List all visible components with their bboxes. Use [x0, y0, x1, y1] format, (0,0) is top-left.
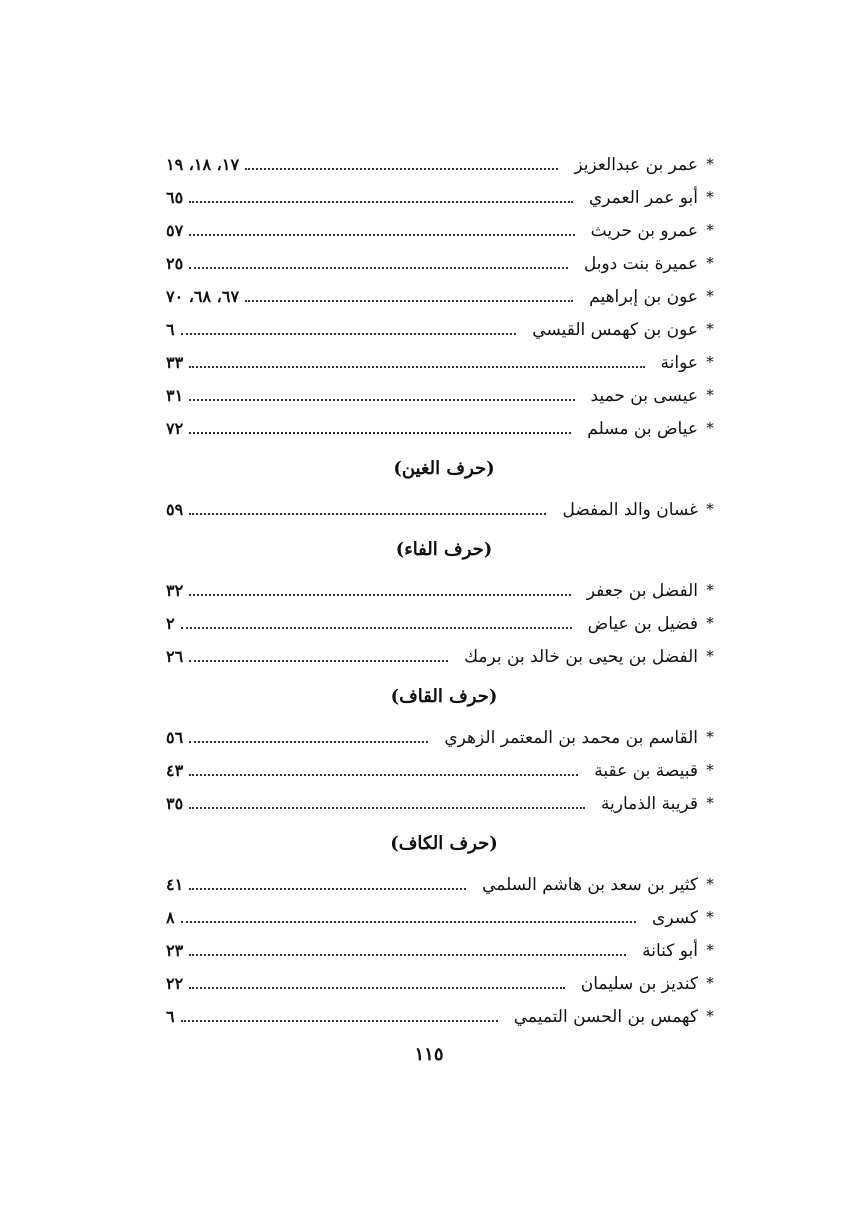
asterisk-bullet-icon: * [706, 287, 714, 305]
entry-pages: ٤٣ [166, 761, 184, 780]
entry-pages: ٥٦ [166, 728, 184, 747]
index-entry [166, 280, 722, 313]
asterisk-bullet-icon: * [706, 155, 714, 173]
asterisk-bullet-icon: * [706, 728, 714, 746]
entry-name: كنديز بن سليمان [580, 973, 698, 994]
index-entry [166, 721, 722, 754]
dot-leader [189, 773, 578, 776]
entry-name: الفضل بن جعفر [586, 580, 698, 601]
dot-leader [189, 512, 546, 515]
dot-leader [189, 200, 573, 203]
entry-name: عوانة [660, 352, 698, 373]
index-entry [166, 574, 722, 607]
dot-leader [181, 920, 636, 923]
entry-pages: ٨ [166, 908, 175, 927]
asterisk-bullet-icon: * [706, 908, 714, 926]
dot-leader [189, 593, 571, 596]
index-entry [166, 148, 722, 181]
asterisk-bullet-icon: * [706, 875, 714, 893]
index-entry [166, 787, 722, 820]
index-entry [166, 934, 722, 967]
entry-name: كهمس بن الحسن التميمي [513, 1006, 698, 1027]
asterisk-bullet-icon: * [706, 794, 714, 812]
dot-leader [181, 1019, 498, 1022]
entry-pages: ٣٢ [166, 581, 184, 600]
dot-leader [189, 398, 574, 401]
entry-name: قبيصة بن عقبة [594, 760, 698, 781]
index-entry [166, 868, 722, 901]
entry-pages: ٢٢ [166, 974, 184, 993]
asterisk-bullet-icon: * [706, 500, 714, 518]
asterisk-bullet-icon: * [706, 254, 714, 272]
entry-pages: ٥٧ [166, 221, 184, 240]
entry-pages: ٦ [166, 1007, 175, 1026]
entry-name: كسرى [652, 907, 698, 928]
index-entry [166, 967, 722, 1000]
dot-leader [189, 266, 568, 269]
asterisk-bullet-icon: * [706, 647, 714, 665]
entry-name: فضيل بن عياض [587, 613, 698, 634]
entry-pages: ٦٥ [166, 188, 184, 207]
entry-pages: ٤١ [166, 875, 184, 894]
index-entry [166, 754, 722, 787]
entry-pages: ٦٧، ٦٨، ٧٠ [166, 287, 240, 306]
asterisk-bullet-icon: * [706, 581, 714, 599]
dot-leader [189, 806, 585, 809]
asterisk-bullet-icon: * [706, 1007, 714, 1025]
entry-pages: ٥٩ [166, 500, 184, 519]
index-entry [166, 346, 722, 379]
asterisk-bullet-icon: * [706, 614, 714, 632]
asterisk-bullet-icon: * [706, 188, 714, 206]
asterisk-bullet-icon: * [706, 761, 714, 779]
page-number: ١١٥ [414, 1044, 444, 1065]
entry-name: عياض بن مسلم [587, 418, 698, 439]
index-entry [166, 247, 722, 280]
asterisk-bullet-icon: * [706, 353, 714, 371]
asterisk-bullet-icon: * [706, 386, 714, 404]
entry-pages: ٢ [166, 614, 175, 633]
dot-leader [189, 887, 466, 890]
index-entry [166, 640, 722, 673]
entry-pages: ٣١ [166, 386, 184, 405]
section-heading: (حرف الغين) [393, 458, 495, 479]
entry-name: كثير بن سعد بن هاشم السلمي [482, 874, 698, 895]
asterisk-bullet-icon: * [706, 320, 714, 338]
entry-name: عون بن إبراهيم [589, 286, 698, 307]
dot-leader [189, 233, 574, 236]
entry-name: عميرة بنت دوبل [583, 253, 698, 274]
index-entry [166, 493, 722, 526]
entry-name: عمرو بن حريث [590, 220, 698, 241]
dot-leader [189, 365, 644, 368]
entry-name: الفضل بن يحيى بن خالد بن برمك [464, 646, 698, 667]
index-entry [166, 607, 722, 640]
index-page [166, 148, 722, 1033]
section-heading: (حرف الكاف) [390, 833, 498, 854]
entry-pages: ٢٥ [166, 254, 184, 273]
index-entry [166, 379, 722, 412]
entry-pages: ٢٦ [166, 647, 184, 666]
asterisk-bullet-icon: * [706, 974, 714, 992]
entry-name: القاسم بن محمد بن المعتمر الزهري [444, 727, 698, 748]
index-entry [166, 313, 722, 346]
entry-pages: ٦ [166, 320, 175, 339]
entry-name: أبو عمر العمري [588, 187, 698, 208]
entry-name: أبو كنانة [642, 940, 698, 961]
asterisk-bullet-icon: * [706, 221, 714, 239]
dot-leader [245, 167, 558, 170]
index-entry [166, 412, 722, 445]
dot-leader [189, 986, 565, 989]
entry-name: عمر بن عبدالعزيز [574, 154, 698, 175]
entry-name: عيسى بن حميد [590, 385, 698, 406]
dot-leader [189, 953, 626, 956]
entry-name: غسان والد المفضل [562, 499, 698, 520]
entry-name: قريبة الذمارية [600, 793, 698, 814]
entry-pages: ١٧، ١٨، ١٩ [166, 155, 240, 174]
index-entry [166, 901, 722, 934]
dot-leader [181, 332, 517, 335]
index-entry [166, 214, 722, 247]
entry-pages: ٣٣ [166, 353, 184, 372]
entry-name: عون بن كهمس القيسي [532, 319, 698, 340]
dot-leader [189, 659, 448, 662]
entry-pages: ٢٣ [166, 941, 184, 960]
entry-pages: ٧٢ [166, 419, 184, 438]
index-entry [166, 1000, 722, 1033]
entry-pages: ٣٥ [166, 794, 184, 813]
asterisk-bullet-icon: * [706, 941, 714, 959]
dot-leader [189, 740, 428, 743]
index-entry [166, 181, 722, 214]
dot-leader [181, 626, 572, 629]
dot-leader [245, 299, 573, 302]
section-heading: (حرف القاف) [390, 686, 498, 707]
section-heading: (حرف الفاء) [395, 539, 493, 560]
asterisk-bullet-icon: * [706, 419, 714, 437]
dot-leader [189, 431, 571, 434]
